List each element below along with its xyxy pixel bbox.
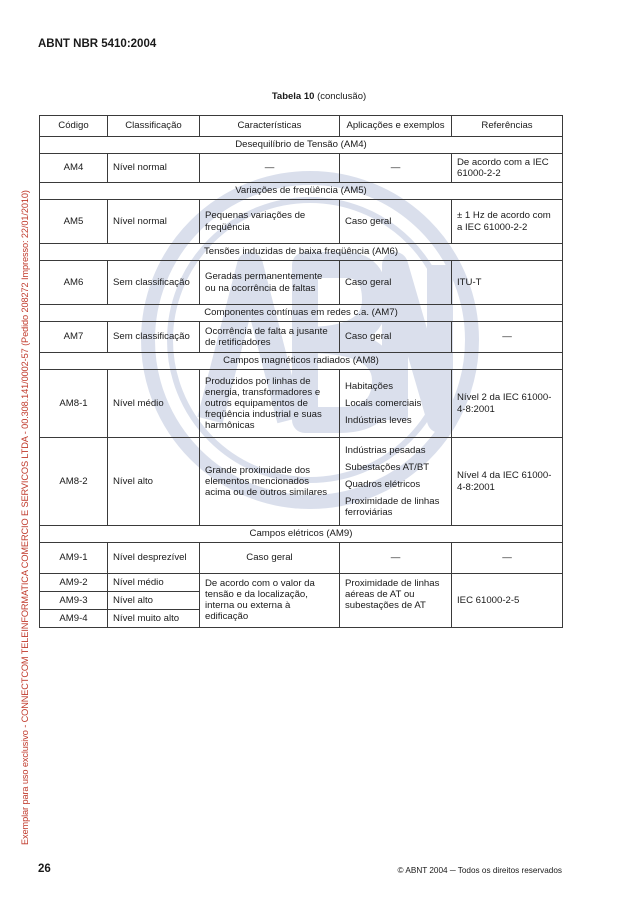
list-item: Habitações: [345, 380, 393, 392]
group-title: Componentes contínuas em redes c.a. (AM7): [40, 305, 563, 322]
table-row: [40, 154, 563, 183]
list-item: Proximidade de linhas ferroviárias: [345, 496, 440, 519]
cell-code: AM4: [40, 154, 108, 183]
group-row-am6: [40, 244, 563, 261]
license-side-note: Exemplar para uso exclusivo - CONNECTCOM TELEINFORMATICA COMERCIO E SERVICOS LTDA - 00.308.141/0002-57 (Pedido 208272 Impresso: 22/01/2010): [20, 190, 30, 845]
cell-code: AM9-4: [40, 610, 108, 628]
table-row: [40, 322, 563, 353]
cell-code: AM6: [40, 261, 108, 305]
cell-applications: Proximidade de linhas aéreas de AT ou subestações de AT: [340, 574, 452, 628]
cell-references: ± 1 Hz de acordo com a IEC 61000-2-2: [452, 200, 563, 244]
list-item: Indústrias leves: [345, 415, 412, 427]
cell-characteristics: Caso geral: [200, 543, 340, 574]
cell-references: De acordo com a IEC 61000-2-2: [452, 154, 563, 183]
group-row-am9: [40, 526, 563, 543]
table-caption: [0, 91, 638, 102]
cell-code: AM9-2: [40, 574, 108, 592]
col-header-characteristics: Características: [200, 116, 340, 137]
cell-references: —: [452, 543, 563, 574]
cell-classification: Nível desprezível: [108, 543, 200, 574]
cell-references: Nível 2 da IEC 61000-4-8:2001: [452, 370, 563, 438]
cell-characteristics: Pequenas variações de freqüência: [200, 200, 340, 244]
col-header-classification: Classificação: [108, 116, 200, 137]
cell-code: AM9-3: [40, 592, 108, 610]
cell-references: —: [452, 322, 563, 353]
copyright-notice: © ABNT 2004 ─ Todos os direitos reservados: [397, 866, 562, 875]
cell-classification: Nível médio: [108, 370, 200, 438]
table-row: [40, 438, 563, 526]
col-header-references: Referências: [452, 116, 563, 137]
list-item: Quadros elétricos: [345, 478, 421, 490]
cell-references: Nível 4 da IEC 61000-4-8:2001: [452, 438, 563, 526]
col-header-code: Código: [40, 116, 108, 137]
environmental-conditions-table: [39, 115, 563, 628]
cell-classification: Sem classificação: [108, 322, 200, 353]
cell-classification: Nível alto: [108, 438, 200, 526]
cell-classification: Nível normal: [108, 154, 200, 183]
cell-references: IEC 61000-2-5: [452, 574, 563, 628]
cell-classification: Nível médio: [108, 574, 200, 592]
cell-code: AM9-1: [40, 543, 108, 574]
group-title: Variações de freqüência (AM5): [40, 183, 563, 200]
cell-applications: [340, 370, 452, 438]
cell-code: AM7: [40, 322, 108, 353]
cell-characteristics: Geradas permanentemente ou na ocorrência de faltas: [200, 261, 340, 305]
table-row: [40, 543, 563, 574]
cell-classification: Sem classificação: [108, 261, 200, 305]
col-header-applications: Aplicações e exemplos: [340, 116, 452, 137]
cell-characteristics: De acordo com o valor da tensão e da localização, interna ou externa à edificação: [200, 574, 340, 628]
group-row-am8: [40, 353, 563, 370]
cell-applications: —: [340, 154, 452, 183]
group-title: Tensões induzidas de baixa freqüência (AM6): [40, 244, 563, 261]
table-row: [40, 261, 563, 305]
list-item: Indústrias pesadas: [345, 444, 426, 456]
list-item: Subestações AT/BT: [345, 461, 430, 473]
cell-classification: Nível muito alto: [108, 610, 200, 628]
standard-header: ABNT NBR 5410:2004: [38, 38, 157, 50]
cell-references: ITU-T: [452, 261, 563, 305]
cell-classification: Nível normal: [108, 200, 200, 244]
table-row: [40, 574, 563, 592]
page-number: 26: [38, 863, 51, 875]
table-row: [40, 200, 563, 244]
table-caption-label: Tabela 10: [271, 91, 315, 102]
group-row-am5: [40, 183, 563, 200]
cell-code: AM8-2: [40, 438, 108, 526]
group-title: Campos magnéticos radiados (AM8): [40, 353, 563, 370]
cell-characteristics: Ocorrência de falta a jusante de retificadores: [200, 322, 340, 353]
cell-applications: Caso geral: [340, 261, 452, 305]
cell-applications: Caso geral: [340, 322, 452, 353]
group-title: Desequilíbrio de Tensão (AM4): [40, 137, 563, 154]
list-item: Locais comerciais: [345, 397, 422, 409]
table-row: [40, 370, 563, 438]
cell-code: AM5: [40, 200, 108, 244]
group-row-am7: [40, 305, 563, 322]
cell-applications: —: [340, 543, 452, 574]
table-caption-suffix: (conclusão): [317, 91, 367, 102]
cell-characteristics: Produzidos por linhas de energia, transformadores e outros equipamentos de freqüência industrial e suas harmônicas: [200, 370, 340, 438]
cell-applications: [340, 438, 452, 526]
cell-applications: Caso geral: [340, 200, 452, 244]
cell-characteristics: Grande proximidade dos elementos mencionados acima ou de outros similares: [200, 438, 340, 526]
group-title: Campos elétricos (AM9): [40, 526, 563, 543]
table-header-row: [40, 116, 563, 137]
cell-characteristics: —: [200, 154, 340, 183]
cell-code: AM8-1: [40, 370, 108, 438]
group-row-am4: [40, 137, 563, 154]
cell-classification: Nível alto: [108, 592, 200, 610]
